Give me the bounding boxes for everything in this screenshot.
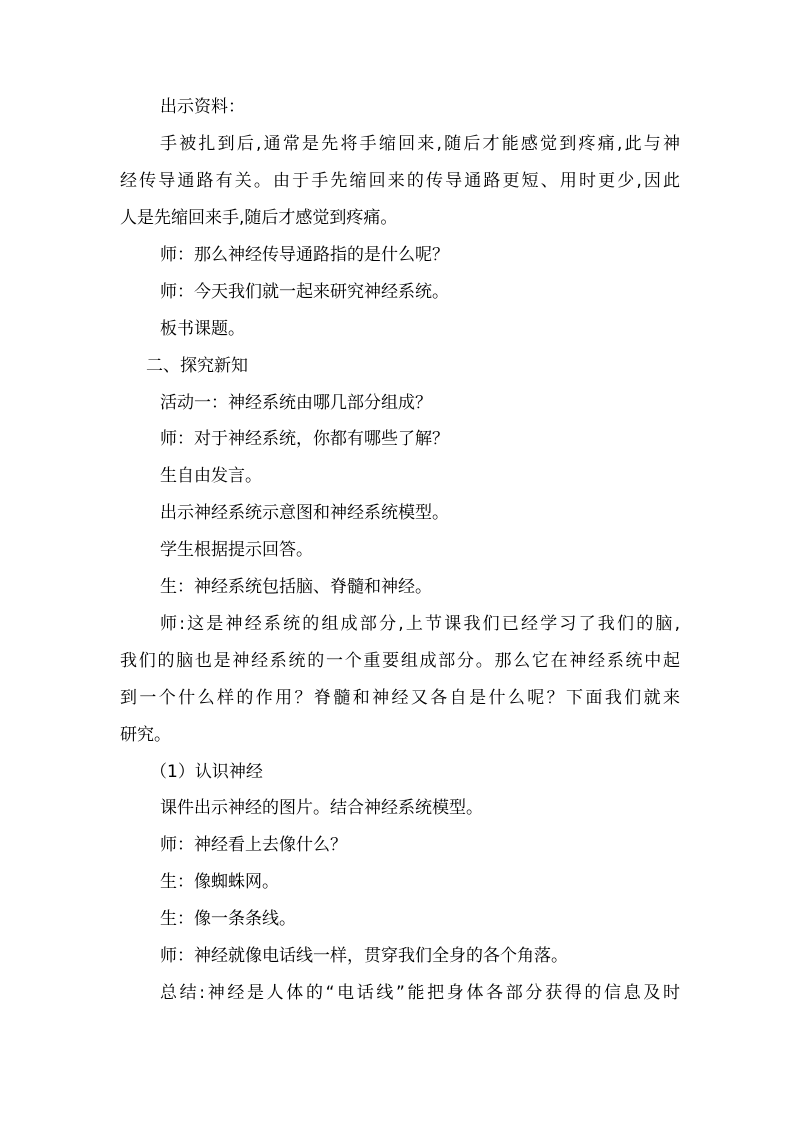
text-line: 师：神经就像电话线一样，贯穿我们全身的各个角落。 <box>160 946 568 966</box>
text-line: 师：那么神经传导通路指的是什么呢？ <box>160 245 449 265</box>
text-line: 出示资料： <box>160 97 245 117</box>
text-line: 总结:神经是人体的“电话线”能把身体各部分获得的信息及时 <box>160 983 680 1003</box>
text-line: 人是先缩回来手,随后才感觉到疼痛。 <box>120 208 398 228</box>
text-line: 到一个什么样的作用？脊髓和神经又各自是什么呢？下面我们就来 <box>120 688 680 708</box>
text-line: 板书课题。 <box>160 319 245 339</box>
subsection-heading: （1）认识神经 <box>150 762 263 782</box>
text-line: 师:这是神经系统的组成部分,上节课我们已经学习了我们的脑, <box>160 614 680 634</box>
text-line: 生：像蜘蛛网。 <box>160 872 279 892</box>
text-line: 师：神经看上去像什么？ <box>160 835 347 855</box>
text-line: 出示神经系统示意图和神经系统模型。 <box>160 503 449 523</box>
text-line: 师：今天我们就一起来研究神经系统。 <box>160 282 449 302</box>
text-line: 学生根据提示回答。 <box>160 540 313 560</box>
text-line: 生：神经系统包括脑、脊髓和神经。 <box>160 577 432 597</box>
text-line: 课件出示神经的图片。结合神经系统模型。 <box>160 798 483 818</box>
text-line: 师：对于神经系统，你都有哪些了解？ <box>160 429 449 449</box>
text-line: 经传导通路有关。由于手先缩回来的传导通路更短、用时更少,因此 <box>120 171 680 191</box>
text-line: 生：像一条条线。 <box>160 909 296 929</box>
text-line: 我们的脑也是神经系统的一个重要组成部分。那么它在神经系统中起 <box>120 651 680 671</box>
text-line: 研究。 <box>120 725 171 745</box>
text-line: 生自由发言。 <box>160 466 262 486</box>
section-heading: 二、探究新知 <box>146 356 248 376</box>
text-line: 手被扎到后,通常是先将手缩回来,随后才能感觉到疼痛,此与神 <box>160 134 680 154</box>
text-line: 活动一：神经系统由哪几部分组成？ <box>160 393 432 413</box>
